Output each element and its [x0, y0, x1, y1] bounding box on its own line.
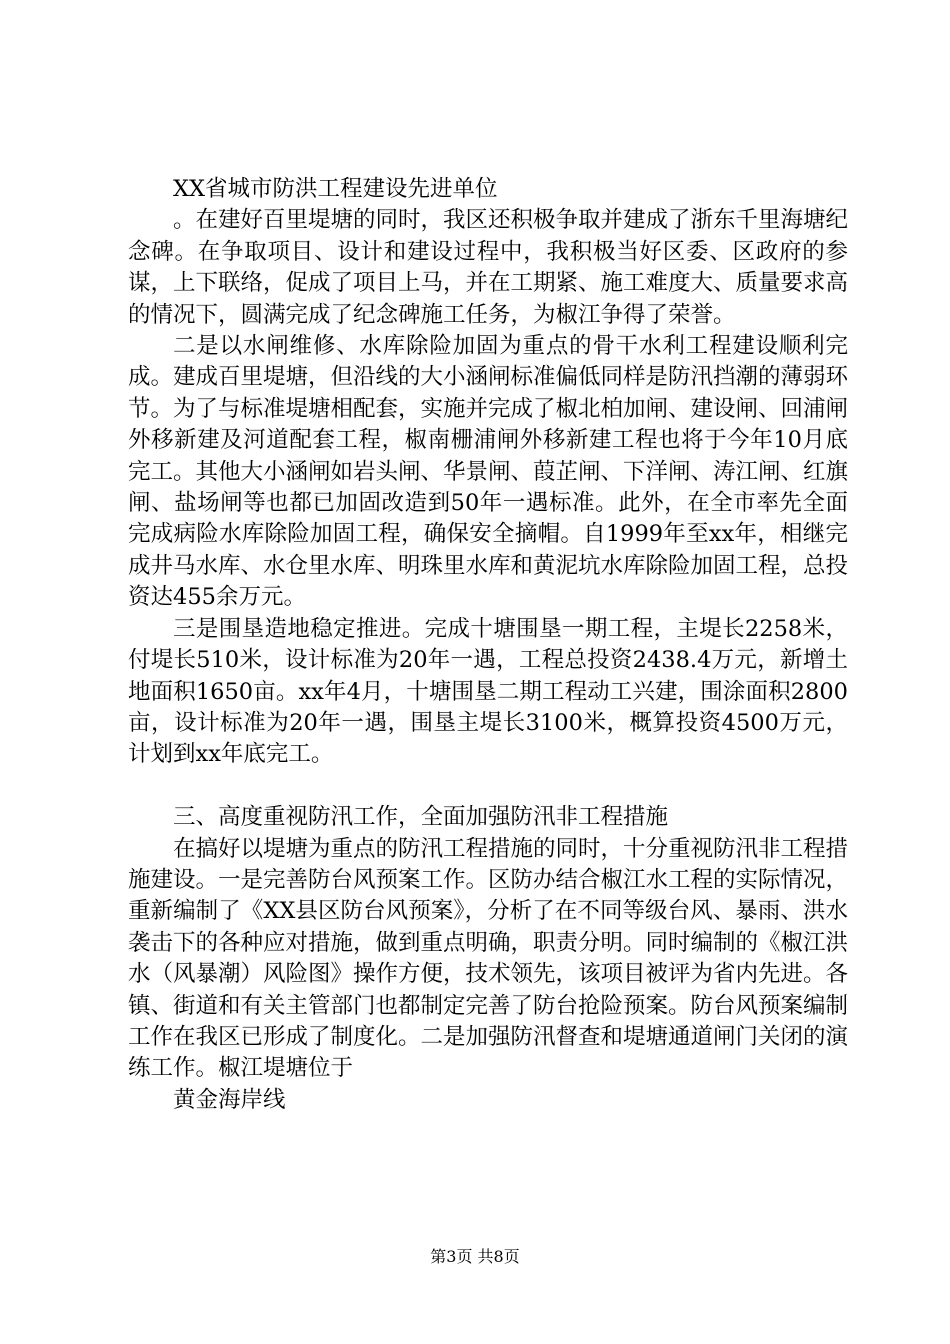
page-number-footer: 第3页 共8页 — [430, 1247, 520, 1266]
paragraph-sluice-reservoir: 二是以水闸维修、水库除险加固为重点的骨干水利工程建设顺利完成。建成百里堤塘，但沿线的大小涵闸标准偏低同样是防汛挡潮的薄弱环节。为了与标准堤塘相配套，实施并完成了椒北柏加闸、建设闸、回浦闸外移新建及河道配套工程，椒南栅浦闸外移新建工程也将于今年10月底完工。其他大小涵闸如岩头闸、华景闸、葭芷闸、下洋闸、涛江闸、红旗闸、盐场闸等也都已加固改造到50年一遇标准。此外，在全市率先全面完成病险水库除险加固工程，确保安全摘帽。自1999年至xx年，相继完成井马水库、水仓里水库、明珠里水库和黄泥坑水库除险加固工程，总投资达455余万元。 — [128, 333, 849, 611]
paragraph-reclamation: 三是围垦造地稳定推进。完成十塘围垦一期工程，主堤长2258米，付堤长510米，设计标准为20年一遇，工程总投资2438.4万元，新增土地面积1650亩。xx年4月，十塘围垦二期工程动工兴建，围涂面积2800亩，设计标准为20年一遇，围垦主堤长3100米，概算投资4500万元，计划到xx年底完工。 — [128, 615, 848, 768]
section-heading-non-engineering: 三、高度重视防汛工作，全面加强防汛非工程措施 — [173, 804, 669, 831]
paragraph-golden-coastline: 黄金海岸线 — [173, 1086, 286, 1113]
paragraph-award-title: XX省城市防洪工程建设先进单位 — [173, 176, 498, 202]
paragraph-spacer — [128, 771, 848, 802]
document-body — [128, 174, 848, 1116]
paragraph-monument: 。在建好百里堤塘的同时，我区还积极争取并建成了浙东千里海塘纪念碑。在争取项目、设计和建设过程中，我积极当好区委、区政府的参谋，上下联络，促成了项目上马，并在工期紧、施工难度大、质量要求高的情况下，圆满完成了纪念碑施工任务，为椒江争得了荣誉。 — [128, 207, 849, 328]
paragraph-non-engineering-measures: 在搞好以堤塘为重点的防汛工程措施的同时，十分重视防汛非工程措施建设。一是完善防台风预案工作。区防办结合椒江水工程的实际情况，重新编制了《XX县区防台风预案》，分析了在不同等级台风、暴雨、洪水袭击下的各种应对措施，做到重点明确，职责分明。同时编制的《椒江洪水（风暴潮）风险图》操作方便，技术领先，该项目被评为省内先进。各镇、街道和有关主管部门也都制定完善了防台抢险预案。防台风预案编制工作在我区已形成了制度化。二是加强防汛督查和堤塘通道闸门关闭的演练工作。椒江堤塘位于 — [128, 835, 849, 1082]
